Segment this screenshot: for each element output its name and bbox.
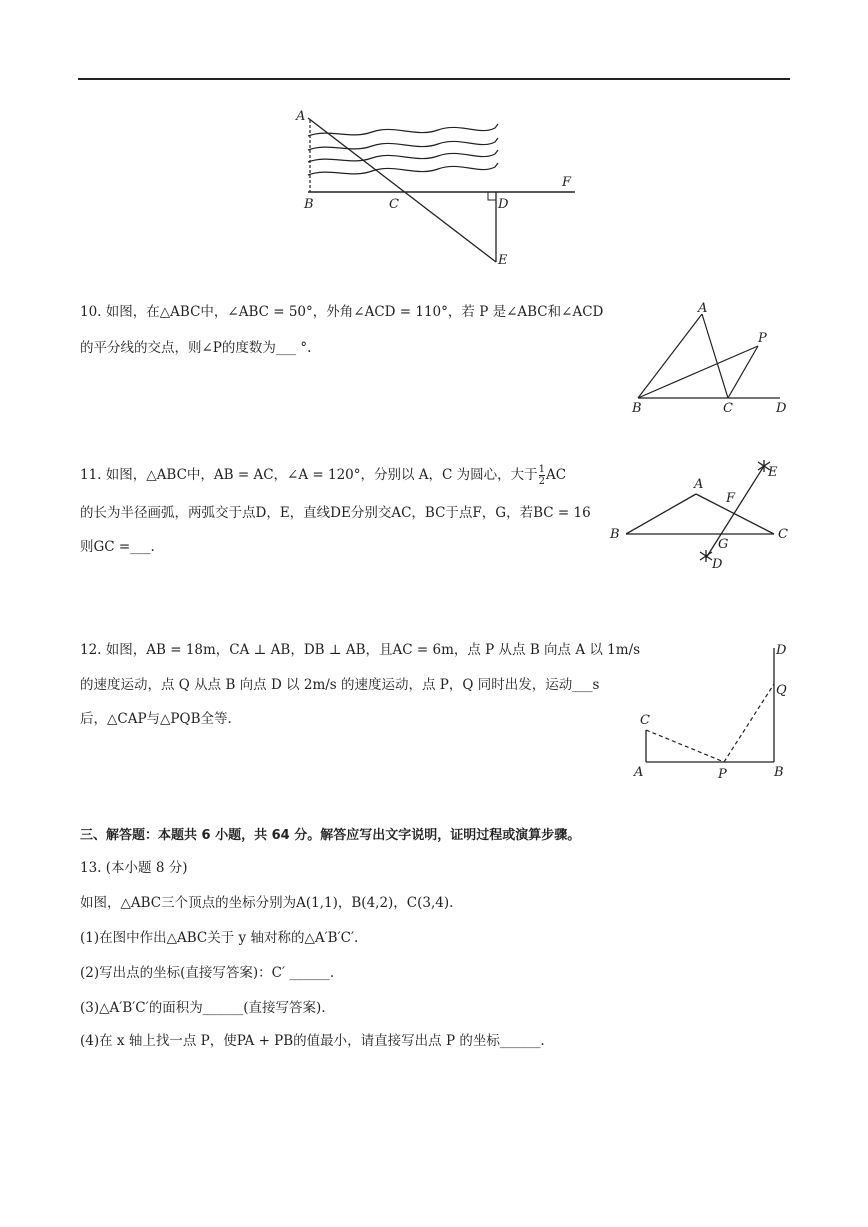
q11-line1-end: AC bbox=[546, 467, 567, 483]
q12-line1: 12. 如图，AB = 18m，CA ⊥ AB，DB ⊥ AB，且AC = 6m，点 P 从点 B 向点 A 以 1m/s bbox=[80, 642, 641, 658]
q11-line1-text: 11. 如图，△ABC中，AB = AC，∠A = 120°，分别以 A，C 为圆心，大于 bbox=[80, 467, 538, 483]
q10-line1: 10. 如图，在△ABC中，∠ABC = 50°，外角∠ACD = 110°，若 P 是∠ABC和∠ACD bbox=[80, 304, 604, 320]
q11-line2: 的长为半径画弧，两弧交于点D，E，直线DE分别交AC，BC于点F，G，若BC = 16 bbox=[80, 505, 591, 521]
q13-part1: (1)在图中作出△ABC关于 y 轴对称的△A′B′C′. bbox=[80, 930, 359, 946]
figure-q10 bbox=[628, 302, 798, 418]
q13-intro: 如图，△ABC三个顶点的坐标分别为A(1,1)，B(4,2)，C(3,4). bbox=[80, 895, 454, 911]
label-B: B bbox=[632, 401, 642, 416]
label-A: A bbox=[634, 765, 644, 780]
label-D: D bbox=[776, 643, 787, 658]
label-B: B bbox=[304, 197, 314, 212]
label-C: C bbox=[723, 401, 733, 416]
q11-line1 bbox=[80, 464, 566, 487]
section3-heading: 三、解答题：本题共 6 小题，共 64 分。解答应写出文字说明，证明过程或演算步骤。 bbox=[80, 828, 581, 843]
q13-part4: (4)在 x 轴上找一点 P，使PA + PB的值最小，请直接写出点 P 的坐标______. bbox=[80, 1033, 545, 1049]
label-G: G bbox=[718, 537, 729, 552]
label-B: B bbox=[610, 527, 620, 542]
label-D: D bbox=[498, 197, 509, 212]
q13-part3: (3)△A′B′C′的面积为______(直接写答案). bbox=[80, 1000, 326, 1016]
q13-title: 13. (本小题 8 分) bbox=[80, 860, 188, 876]
q12-line3: 后，△CAP与△PQB全等. bbox=[80, 711, 232, 727]
label-A: A bbox=[694, 477, 704, 492]
q11-fraction bbox=[539, 464, 545, 487]
figure-q11 bbox=[606, 456, 796, 574]
label-B: B bbox=[774, 765, 784, 780]
label-A: A bbox=[698, 301, 708, 316]
header-rule bbox=[78, 78, 790, 80]
figure-q12 bbox=[630, 640, 800, 785]
label-E: E bbox=[498, 253, 508, 268]
q11-frac-den: 2 bbox=[538, 476, 546, 487]
label-F: F bbox=[726, 491, 736, 506]
label-C: C bbox=[778, 527, 788, 542]
q13-part2: (2)写出点的坐标(直接写答案)：C′ ______. bbox=[80, 965, 335, 981]
q12-line2: 的速度运动，点 Q 从点 B 向点 D 以 2m/s 的速度运动，点 P，Q 同时出发，运动___s bbox=[80, 677, 600, 693]
label-A: A bbox=[296, 109, 306, 124]
q10-line2: 的平分线的交点，则∠P的度数为___ °. bbox=[80, 340, 312, 356]
q11-frac-num: 1 bbox=[538, 464, 546, 475]
label-C: C bbox=[640, 713, 650, 728]
figure-river bbox=[290, 104, 590, 270]
label-F: F bbox=[562, 175, 572, 190]
label-Q: Q bbox=[776, 683, 787, 698]
label-P: P bbox=[718, 767, 727, 782]
label-E: E bbox=[768, 465, 778, 480]
label-D: D bbox=[712, 557, 723, 572]
q11-line3: 则GC =___. bbox=[80, 539, 155, 555]
label-P: P bbox=[758, 331, 767, 346]
label-D: D bbox=[776, 401, 787, 416]
label-C: C bbox=[389, 197, 399, 212]
